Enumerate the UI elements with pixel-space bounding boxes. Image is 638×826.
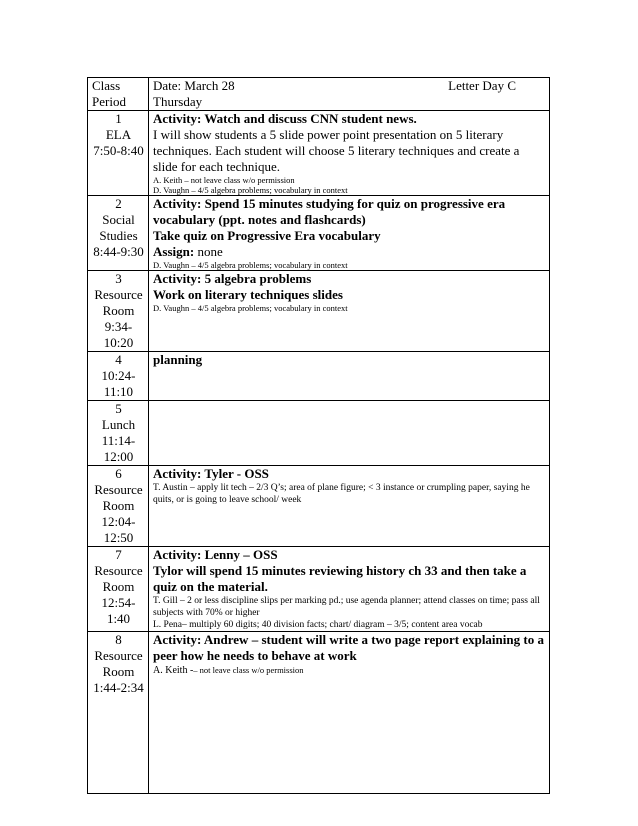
period-cell-7 bbox=[88, 547, 149, 632]
period-cell-5 bbox=[88, 401, 149, 466]
period-time: 11:14- bbox=[101, 433, 136, 448]
period-subject: Room bbox=[102, 498, 135, 513]
weekday-text: Thursday bbox=[153, 94, 203, 109]
period-subject: Room bbox=[102, 579, 135, 594]
accommodation-note: D. Vaughn – 4/5 algebra problems; vocabulary in context bbox=[153, 185, 348, 195]
period-time: 1:44-2:34 bbox=[93, 680, 144, 695]
period-row-2 bbox=[88, 196, 550, 271]
period-row-5 bbox=[88, 401, 550, 466]
activity-cell-6 bbox=[149, 466, 550, 547]
accommodation-line bbox=[153, 664, 546, 677]
activity-title: Activity: Watch and discuss CNN student news. bbox=[153, 111, 417, 126]
activity-title: Take quiz on Progressive Era vocabulary bbox=[153, 228, 381, 243]
accommodation-student: A. Keith - bbox=[153, 665, 194, 676]
period-row-6 bbox=[88, 466, 550, 547]
period-row-1 bbox=[88, 111, 550, 196]
period-number: 8 bbox=[115, 632, 122, 647]
period-subject: Lunch bbox=[101, 417, 136, 432]
period-cell-2 bbox=[88, 196, 149, 271]
period-subject: Room bbox=[102, 303, 135, 318]
period-time: 11:10 bbox=[103, 384, 134, 399]
period-row-4 bbox=[88, 352, 550, 401]
activity-body: I will show students a 5 slide power point presentation on 5 literary techniques. Each student will choose 5 literary techniques and create a slide for each technique. bbox=[153, 127, 520, 174]
activity-cell-1 bbox=[149, 111, 550, 196]
period-cell-4 bbox=[88, 352, 149, 401]
activity-cell-4 bbox=[149, 352, 550, 401]
period-time: 12:54- bbox=[101, 595, 136, 610]
accommodation-note: L. Pena– multiply 60 digits; 40 division facts; chart/ diagram – 3/5; content area vocab bbox=[153, 620, 483, 630]
period-header-line1: Class bbox=[92, 78, 121, 93]
assign-value: none bbox=[194, 244, 223, 259]
period-row-7 bbox=[88, 547, 550, 632]
activity-cell-3 bbox=[149, 271, 550, 352]
period-number: 2 bbox=[115, 196, 122, 211]
period-subject: Resource bbox=[94, 648, 143, 663]
period-row-3 bbox=[88, 271, 550, 352]
period-time: 8:44-9:30 bbox=[93, 244, 144, 259]
period-time: 7:50-8:40 bbox=[93, 143, 144, 158]
period-number: 6 bbox=[115, 466, 122, 481]
period-number: 1 bbox=[115, 111, 122, 126]
accommodation-note: T. Gill – 2 or less discipline slips per marking pd.; use agenda planner; attend classes on time; pass all subjects with 70% or higher bbox=[153, 596, 540, 618]
activity-title: Activity: 5 algebra problems bbox=[153, 271, 312, 286]
period-cell-3 bbox=[88, 271, 149, 352]
period-row-8 bbox=[88, 632, 550, 794]
assign-line bbox=[153, 244, 546, 260]
activity-title: Activity: Spend 15 minutes studying for quiz on progressive era vocabulary (ppt. notes and flashcards) bbox=[153, 196, 506, 227]
accommodation-note: D. Vaughn – 4/5 algebra problems; vocabulary in context bbox=[153, 303, 348, 313]
date-text: Date: March 28 bbox=[153, 78, 235, 93]
period-time: 10:20 bbox=[103, 335, 134, 350]
period-subject: Resource bbox=[94, 482, 143, 497]
accommodation-note: – not leave class w/o permission bbox=[193, 665, 304, 675]
activity-title: planning bbox=[153, 352, 203, 367]
period-time: 12:50 bbox=[103, 530, 134, 545]
assign-label: Assign: bbox=[153, 244, 195, 259]
accommodation-note: T. Austin – apply lit tech – 2/3 Q’s; area of plane figure; < 3 instance or crumpling paper, saying he quits, or is going to leave school/ week bbox=[153, 483, 530, 505]
period-time: 9:34- bbox=[104, 319, 133, 334]
activity-cell-2 bbox=[149, 196, 550, 271]
accommodation-note: A. Keith – not leave class w/o permission bbox=[153, 175, 295, 185]
activity-cell-8 bbox=[149, 632, 550, 794]
period-time: 12:00 bbox=[103, 449, 134, 464]
period-number: 7 bbox=[115, 547, 122, 562]
period-subject: Resource bbox=[94, 287, 143, 302]
header-row bbox=[88, 78, 550, 111]
activity-cell-5 bbox=[149, 401, 550, 466]
activity-title: Tylor will spend 15 minutes reviewing history ch 33 and then take a quiz on the material. bbox=[153, 563, 527, 594]
period-number: 5 bbox=[115, 401, 122, 416]
activity-title: Activity: Lenny – OSS bbox=[153, 547, 278, 562]
period-subject: ELA bbox=[105, 127, 132, 142]
period-time: 10:24- bbox=[101, 368, 136, 383]
period-time: 12:04- bbox=[101, 514, 136, 529]
period-subject: Resource bbox=[94, 563, 143, 578]
period-header-line2: Period bbox=[92, 94, 126, 109]
accommodation-note: D. Vaughn – 4/5 algebra problems; vocabulary in context bbox=[153, 260, 348, 270]
period-number: 3 bbox=[115, 271, 122, 286]
period-subject: Room bbox=[102, 664, 135, 679]
period-cell-8 bbox=[88, 632, 149, 794]
period-number: 4 bbox=[115, 352, 122, 367]
letter-day-text: Letter Day C bbox=[448, 78, 516, 93]
period-cell-1 bbox=[88, 111, 149, 196]
period-cell-6 bbox=[88, 466, 149, 547]
activity-title: Activity: Tyler - OSS bbox=[153, 466, 269, 481]
activity-cell-7 bbox=[149, 547, 550, 632]
activity-title: Activity: Andrew – student will write a two page report explaining to a peer how he needs to behave at work bbox=[153, 632, 544, 663]
period-subject: Studies bbox=[99, 228, 138, 243]
period-subject: Social bbox=[102, 212, 135, 227]
activity-title: Work on literary techniques slides bbox=[153, 287, 343, 302]
period-time: 1:40 bbox=[106, 611, 131, 626]
date-header-cell bbox=[149, 78, 550, 111]
schedule-table bbox=[87, 77, 550, 794]
period-header-cell bbox=[88, 78, 149, 111]
